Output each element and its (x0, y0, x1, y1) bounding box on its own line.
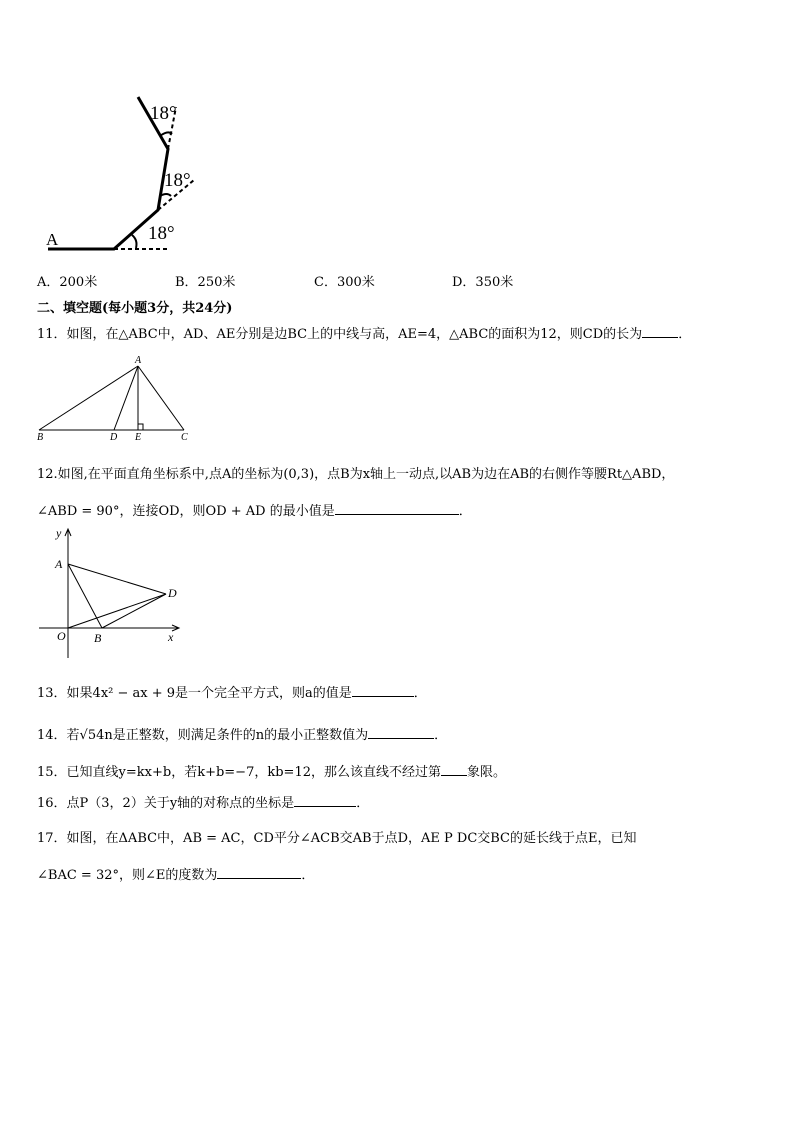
q15-answer-blank (441, 763, 467, 776)
q12-line2 (37, 500, 472, 519)
label-b: B (37, 432, 44, 443)
q12-end: ． (458, 504, 472, 519)
q17-answer-blank (217, 866, 301, 879)
q14-answer-blank (368, 726, 434, 739)
q17-question: ∠BAC = 32°，则∠E的度数为 (37, 868, 218, 883)
label-c: C (181, 432, 188, 443)
section-title: 二、填空题(每小题3分，共24分) (37, 301, 233, 316)
label-y: y (56, 526, 62, 540)
q13-text (37, 682, 427, 701)
q11-text (37, 323, 691, 342)
q12-line1: 12.如图,在平面直角坐标系中,点A的坐标为(0,3)，点B为x轴上一动点,以AB为边在AB的右侧作等腰Rt△ABD， (37, 467, 675, 482)
q16-answer-blank (294, 794, 356, 807)
label-o: O (57, 629, 66, 643)
median-ad (114, 366, 138, 430)
angle-arc-3 (132, 235, 137, 248)
right-angle-mark (138, 424, 143, 430)
label-a: A (135, 355, 142, 366)
segment-ad (68, 564, 166, 594)
q10-option-b: B．250米 (175, 275, 236, 290)
segment-od (68, 594, 166, 628)
angle-label-3: 18° (148, 223, 175, 244)
q11-question: 11．如图，在△ABC中，AD、AE分别是边BC上的中线与高，AE=4，△ABC的面积为12，则CD的长为 (37, 327, 643, 342)
point-label-a: A (46, 230, 59, 249)
q14-text (37, 724, 447, 743)
q14-end: ． (434, 728, 448, 743)
label-d: D (168, 586, 177, 600)
triangle-side-ac (138, 366, 184, 430)
q15-question: 15．已知直线y=kx+b，若k+b=−7，kb=12，那么该直线不经过第 (37, 765, 441, 780)
triangle-side-ab (39, 366, 138, 430)
q17-line1: 17．如图，在ΔABC中，AB = AC，CD平分∠ACB交AB于点D，AE P DC交BC的延长线于点E，已知 (37, 831, 637, 846)
q11-triangle-figure (34, 352, 194, 444)
q13-question: 13．如果4x² − ax + 9是一个完全平方式，则a的值是 (37, 686, 352, 701)
q17-line2 (37, 864, 314, 883)
label-d: D (110, 432, 118, 443)
q17-end: ． (301, 868, 315, 883)
angle-label-2: 18° (164, 170, 191, 191)
q16-end: ． (356, 796, 370, 811)
angle-label-1: 18° (150, 103, 177, 124)
q11-answer-blank (642, 325, 678, 338)
q14-question: 14．若√54n是正整数，则满足条件的n的最小正整数值为 (37, 728, 369, 743)
q12-answer-blank (335, 502, 459, 515)
label-x: x (168, 630, 174, 644)
q11-end: ． (678, 327, 692, 342)
q10-option-a: A．200米 (37, 275, 98, 290)
q16-text (37, 792, 369, 811)
label-a: A (55, 557, 63, 571)
q15-end: 象限。 (466, 765, 506, 780)
label-b: B (94, 631, 102, 645)
q13-answer-blank (352, 684, 414, 697)
path-angle-figure (40, 92, 210, 254)
q12-question: ∠ABD = 90°，连接OD，则OD + AD 的最小值是 (37, 504, 335, 519)
q10-option-d: D．350米 (452, 275, 514, 290)
segment-bd (102, 594, 166, 628)
q16-question: 16．点P（3，2）关于y轴的对称点的坐标是 (37, 796, 295, 811)
q13-end: ． (413, 686, 427, 701)
q15-text (37, 761, 506, 780)
angle-arc-2 (160, 194, 171, 196)
q12-coordinate-figure (36, 524, 186, 662)
q10-option-c: C．300米 (314, 275, 375, 290)
label-e: E (135, 432, 142, 443)
